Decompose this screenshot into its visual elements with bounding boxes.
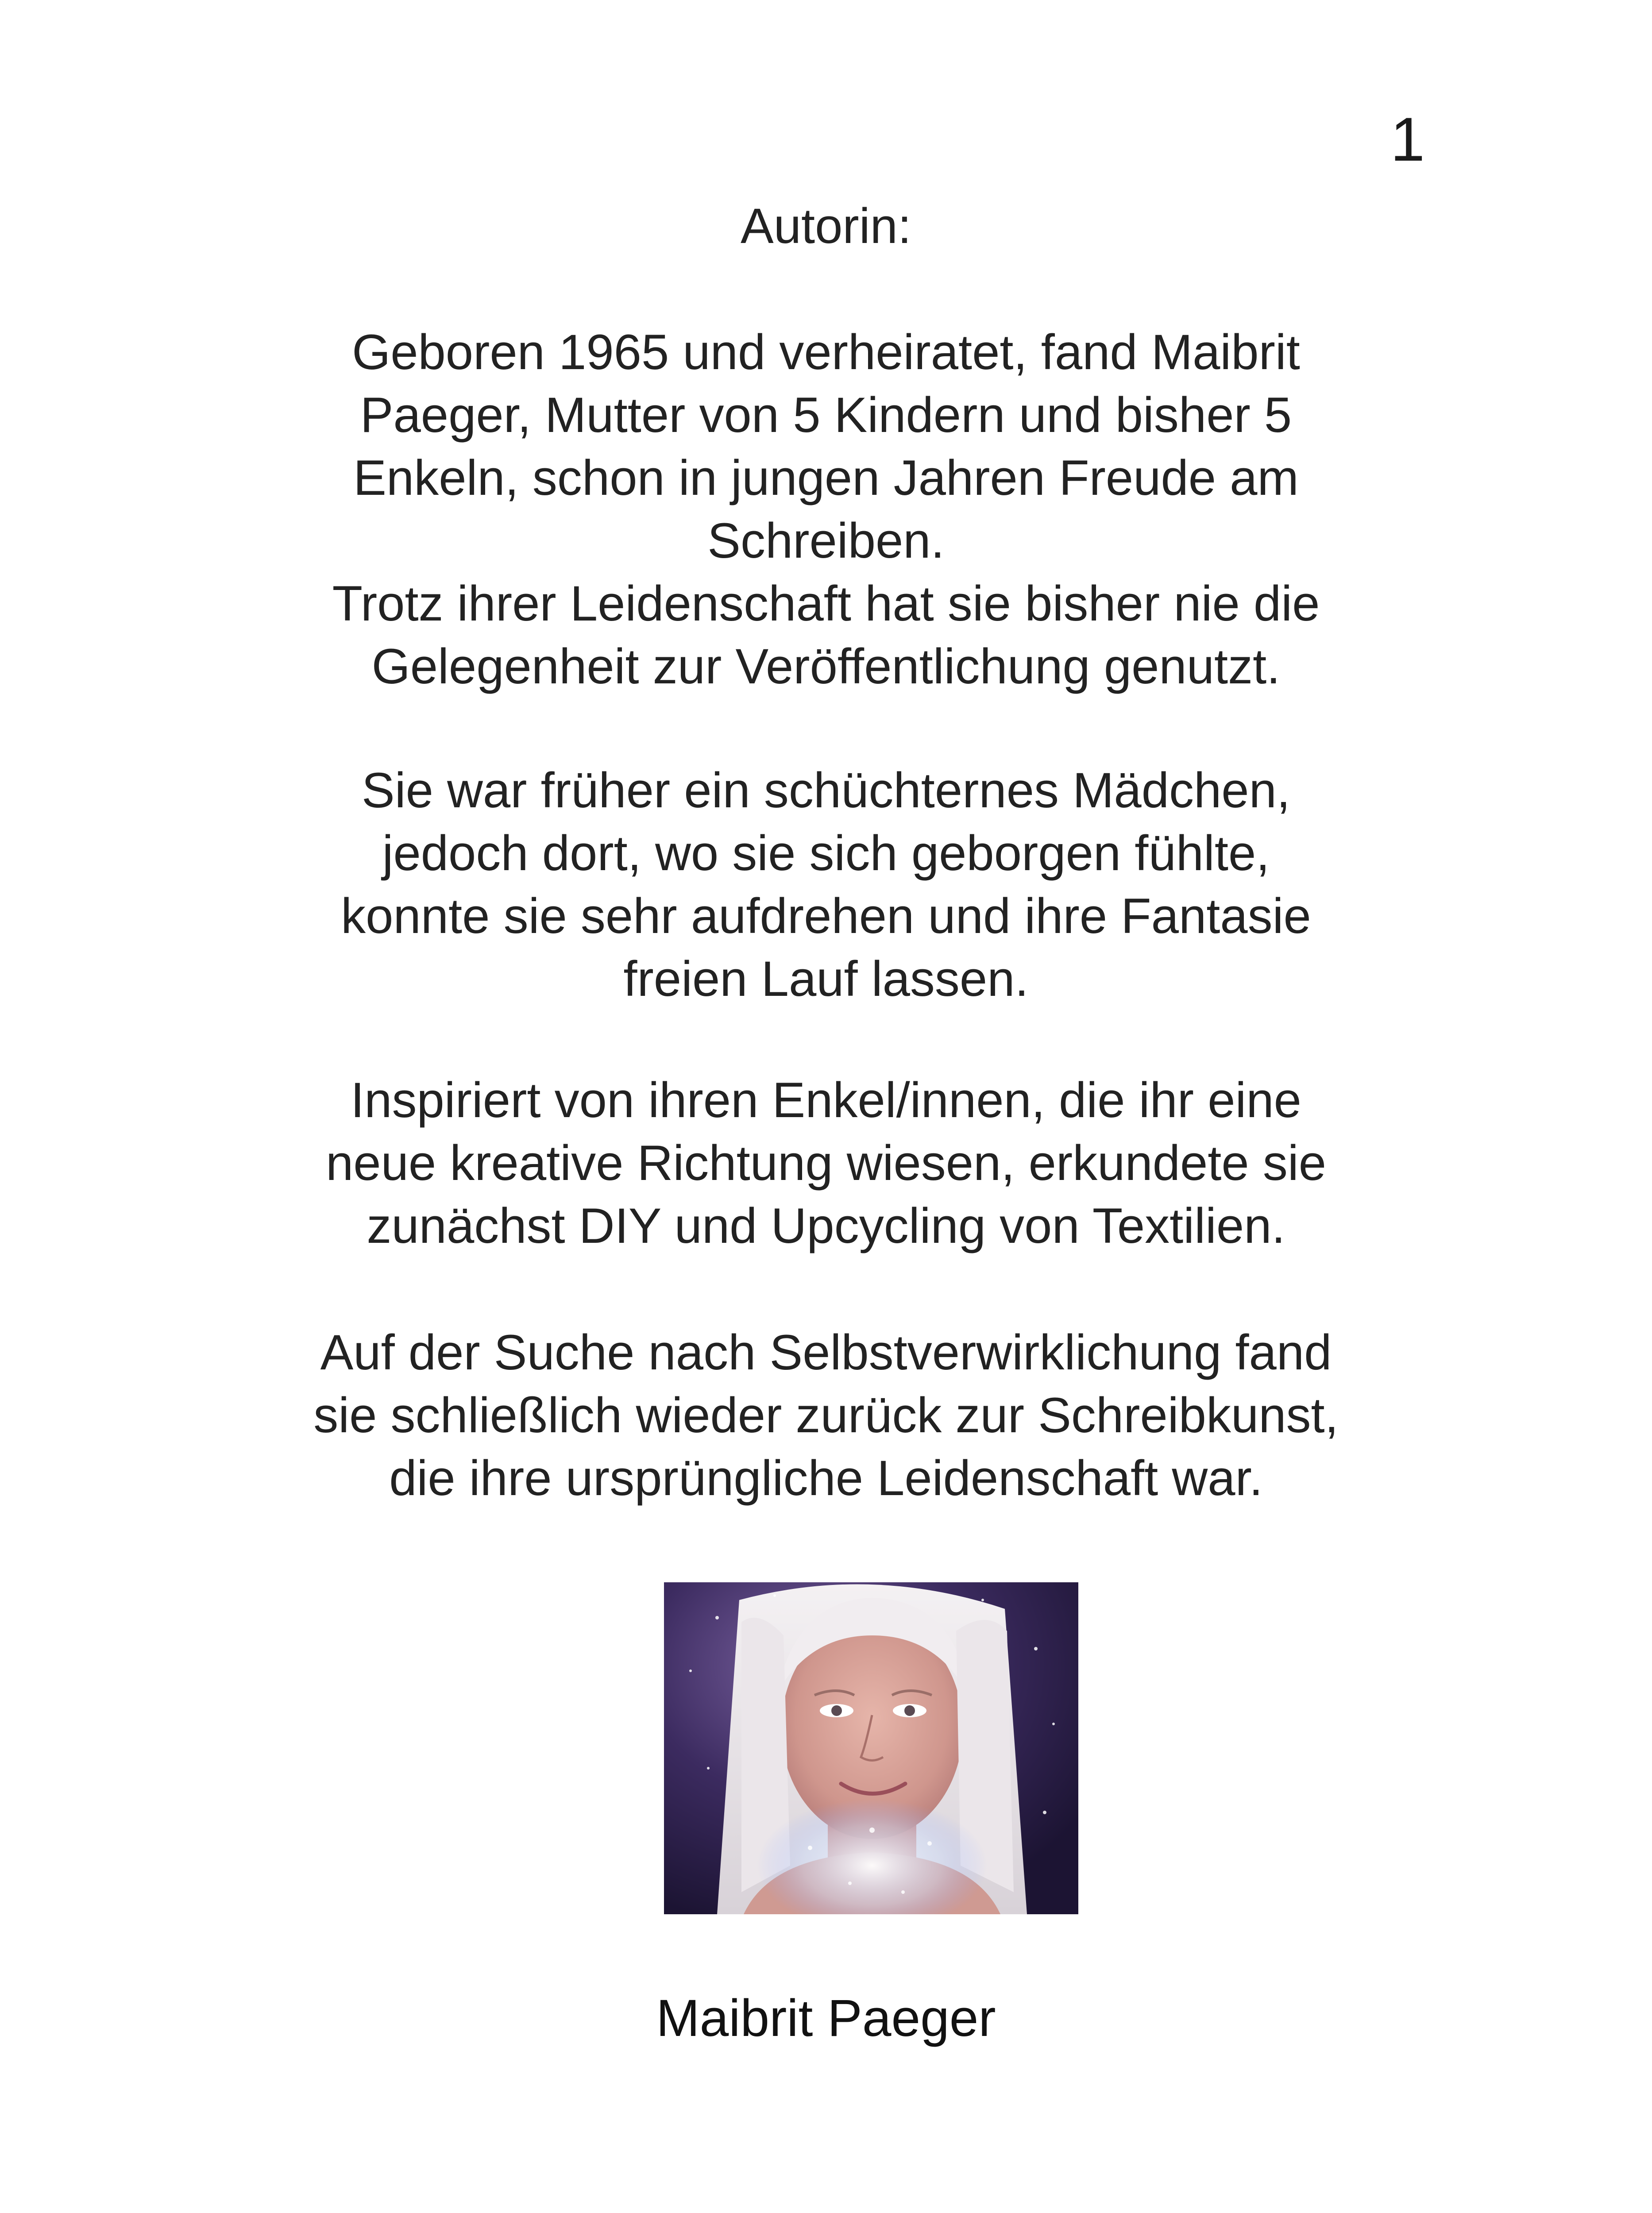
paragraph-line: neue kreative Richtung wiesen, erkundete sie (325, 1135, 1326, 1191)
paragraph-line: konnte sie sehr aufdrehen und ihre Fantasie (341, 888, 1311, 944)
page-number: 1 (1390, 104, 1425, 174)
paragraph-line: Gelegenheit zur Veröffentlichung genutzt. (371, 639, 1281, 694)
heading: Autorin: (741, 198, 911, 254)
paragraph-1 (0, 321, 1652, 698)
paragraph-line: Auf der Suche nach Selbstverwirklichung fand (320, 1325, 1332, 1380)
author-name: Maibrit Paeger (656, 1989, 996, 2047)
paragraph-line: Enkeln, schon in jungen Jahren Freude am (353, 450, 1299, 505)
author-portrait (664, 1582, 1078, 1914)
paragraph-4 (0, 1321, 1652, 1510)
left-iris (831, 1705, 842, 1716)
paragraph-line: Schreiben. (707, 513, 945, 568)
paragraph-line: sie schließlich wieder zurück zur Schreibkunst, (313, 1388, 1339, 1443)
paragraph-line: Geboren 1965 und verheiratet, fand Maibrit (352, 324, 1300, 380)
paragraph-line: Sie war früher ein schüchternes Mädchen, (362, 763, 1290, 818)
paragraph-line: Inspiriert von ihren Enkel/innen, die ihr eine (351, 1072, 1301, 1128)
right-iris (904, 1705, 915, 1716)
paragraph-2 (0, 759, 1652, 1010)
paragraph-line: freien Lauf lassen. (623, 951, 1029, 1006)
paragraph-line: zunächst DIY und Upcycling von Textilien. (367, 1198, 1285, 1253)
paragraph-line: Trotz ihrer Leidenschaft hat sie bisher nie die (332, 576, 1320, 631)
paragraph-line: jedoch dort, wo sie sich geborgen fühlte, (382, 825, 1270, 881)
paragraph-line: die ihre ursprüngliche Leidenschaft war. (389, 1450, 1263, 1506)
paragraph-3 (0, 1069, 1652, 1257)
paragraph-line: Paeger, Mutter von 5 Kindern und bisher 5 (360, 387, 1292, 443)
